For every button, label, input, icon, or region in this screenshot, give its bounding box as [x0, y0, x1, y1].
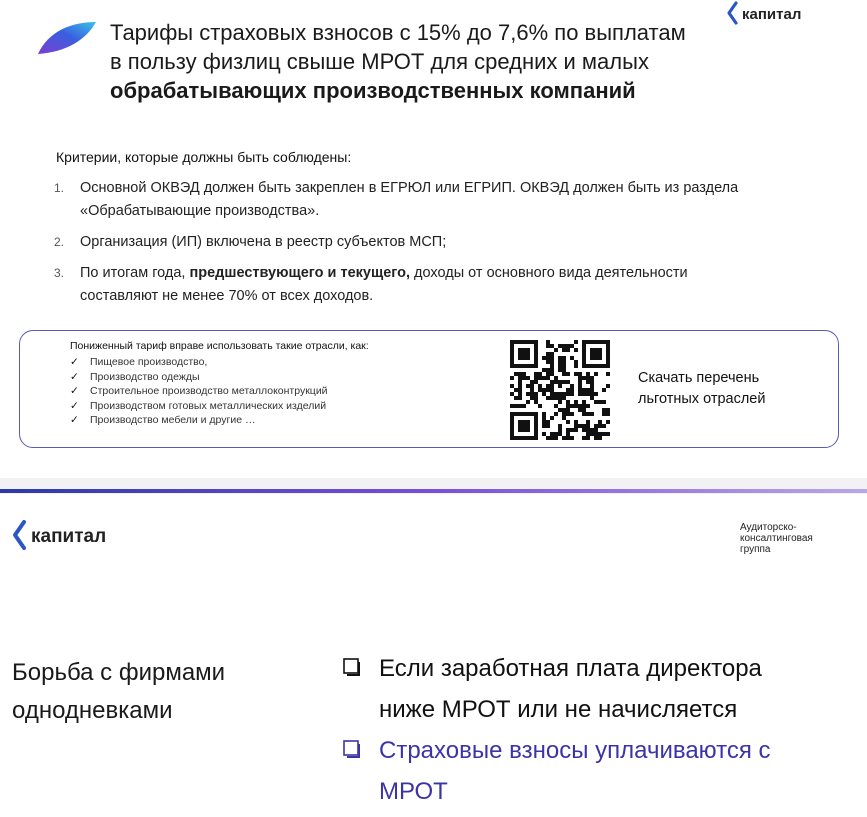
list-item: Страховые взносы уплачиваются с МРОТ	[343, 730, 853, 812]
list-item: ✓ Производство мебели и другие …	[70, 414, 256, 427]
list-item: ✓ Производством готовых металлических изделий	[70, 399, 327, 412]
list-item: ✓ Производство одежды	[70, 370, 200, 383]
list-item: 1. Основной ОКВЭД должен быть закреплен в ЕГРЮЛ или ЕГРИП. ОКВЭД должен быть из раздела «Обрабатывающие производства».	[54, 180, 739, 219]
criteria-list	[54, 177, 854, 316]
check-icon: ✓	[70, 356, 79, 368]
page-title	[110, 18, 760, 105]
logo-text: капитал	[31, 526, 107, 547]
industries-list	[70, 355, 328, 428]
check-icon: ✓	[70, 370, 79, 383]
slide-shell-companies	[0, 494, 867, 817]
industries-heading: Пониженный тариф вправе использовать такие отрасли, как:	[70, 340, 369, 352]
conditions-list	[343, 648, 853, 812]
criteria-heading: Критерии, которые должны быть соблюдены:	[56, 149, 352, 165]
group-label: Аудиторско- консалтинговая группа	[740, 522, 813, 555]
kapital-logo-icon	[12, 518, 142, 552]
checkbox-bullet-icon	[343, 658, 361, 676]
logo-text: капитал	[742, 6, 802, 23]
qr-caption: Скачать перечень льготных отраслей	[638, 370, 766, 407]
accent-stripe	[0, 489, 867, 493]
list-item: ✓ Строительное производство металлоконтрукций	[70, 385, 328, 398]
title-line: в пользу физлиц свыше МРОТ для средних и малых	[110, 49, 649, 74]
leaf-logo-icon	[36, 18, 98, 58]
check-icon: ✓	[70, 414, 79, 427]
title-line-bold: обрабатывающих производственных компаний	[110, 78, 636, 103]
check-icon: ✓	[70, 399, 79, 412]
list-item: ✓ Пищевое производство,	[70, 356, 208, 368]
check-icon: ✓	[70, 385, 79, 398]
qr-code-icon[interactable]	[510, 340, 610, 440]
list-item: 2. Организация (ИП) включена в реестр субъектов МСП;	[54, 234, 447, 250]
list-item: 3. По итогам года, предшествующего и текущего, доходы от основного вида деятельности составляют не менее 70% от всех доходов.	[54, 265, 688, 304]
section-heading: Борьба с фирмами однодневками	[12, 659, 226, 724]
title-line: Тарифы страховых взносов с 15% до 7,6% по выплатам	[110, 20, 686, 45]
checkbox-bullet-icon	[343, 740, 361, 758]
slide-divider	[0, 478, 867, 494]
list-item: Если заработная плата директора ниже МРОТ или не начисляется	[343, 648, 853, 730]
industries-box	[19, 330, 839, 448]
